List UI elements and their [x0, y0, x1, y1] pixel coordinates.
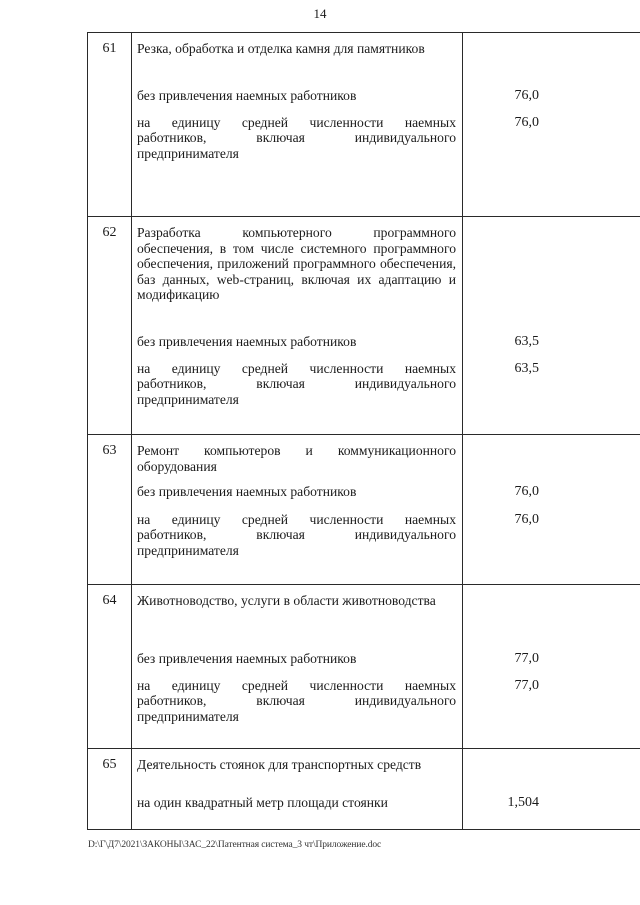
- table-row: [88, 217, 640, 334]
- table-subrow: [88, 795, 640, 830]
- table-subrow: [88, 88, 640, 115]
- subrow-value: 77,0: [463, 678, 640, 749]
- subrow-value: 77,0: [463, 651, 640, 678]
- row-number: 61: [88, 33, 132, 88]
- table-subrow: [88, 651, 640, 678]
- table-subrow: [88, 334, 640, 361]
- table-subrow: [88, 115, 640, 217]
- table-subrow: [88, 512, 640, 585]
- row-number: 63: [88, 435, 132, 484]
- subrow-label: без привлечения наемных работников: [137, 87, 357, 103]
- table-subrow: [88, 678, 640, 749]
- subrow-value: 63,5: [463, 334, 640, 361]
- subrow-value: 63,5: [463, 361, 640, 435]
- subrow-value: 76,0: [463, 88, 640, 115]
- subrow-label: без привлечения наемных работников: [137, 650, 357, 666]
- table-subrow: [88, 484, 640, 512]
- table-row: [88, 749, 640, 795]
- activity-title: Резка, обработка и отделка камня для памятников: [137, 41, 425, 56]
- subrow-value: 76,0: [463, 484, 640, 512]
- page-number: 14: [313, 6, 327, 21]
- subrow-label: на единицу средней численности наемных работников, включая индивидуального предпринимателя: [137, 511, 456, 558]
- table-row: [88, 33, 640, 88]
- subrow-label: без привлечения наемных работников: [137, 483, 357, 499]
- row-number: 65: [88, 749, 132, 795]
- activity-title: Разработка компьютерного программного обеспечения, в том числе системного программного обеспечения, приложений программного обеспечения, баз данных, web-страниц, включая их адаптацию и модификацию: [137, 225, 456, 302]
- subrow-label: на единицу средней численности наемных работников, включая индивидуального предпринимателя: [137, 114, 456, 161]
- activity-title: Деятельность стоянок для транспортных средств: [137, 757, 422, 772]
- table-subrow: [88, 361, 640, 435]
- activity-title: Животноводство, услуги в области животноводства: [137, 593, 436, 608]
- subrow-value: 76,0: [463, 115, 640, 217]
- activity-title: Ремонт компьютеров и коммуникационного оборудования: [137, 443, 456, 474]
- row-number: 64: [88, 585, 132, 651]
- subrow-value: 76,0: [463, 512, 640, 585]
- table-row: [88, 585, 640, 651]
- subrow-label: на один квадратный метр площади стоянки: [137, 794, 388, 810]
- patent-table: [87, 32, 640, 830]
- row-number: 62: [88, 217, 132, 334]
- table-row: [88, 435, 640, 484]
- subrow-value: 1,504: [463, 795, 640, 830]
- footer-file-path: D:\Г\Д7\2021\ЗАКОНЫ\ЗАС_22\Патентная система_3 чт\Приложение.doc: [88, 840, 382, 850]
- subrow-label: на единицу средней численности наемных работников, включая индивидуального предпринимателя: [137, 677, 456, 724]
- subrow-label: без привлечения наемных работников: [137, 333, 357, 349]
- subrow-label: на единицу средней численности наемных работников, включая индивидуального предпринимателя: [137, 360, 456, 407]
